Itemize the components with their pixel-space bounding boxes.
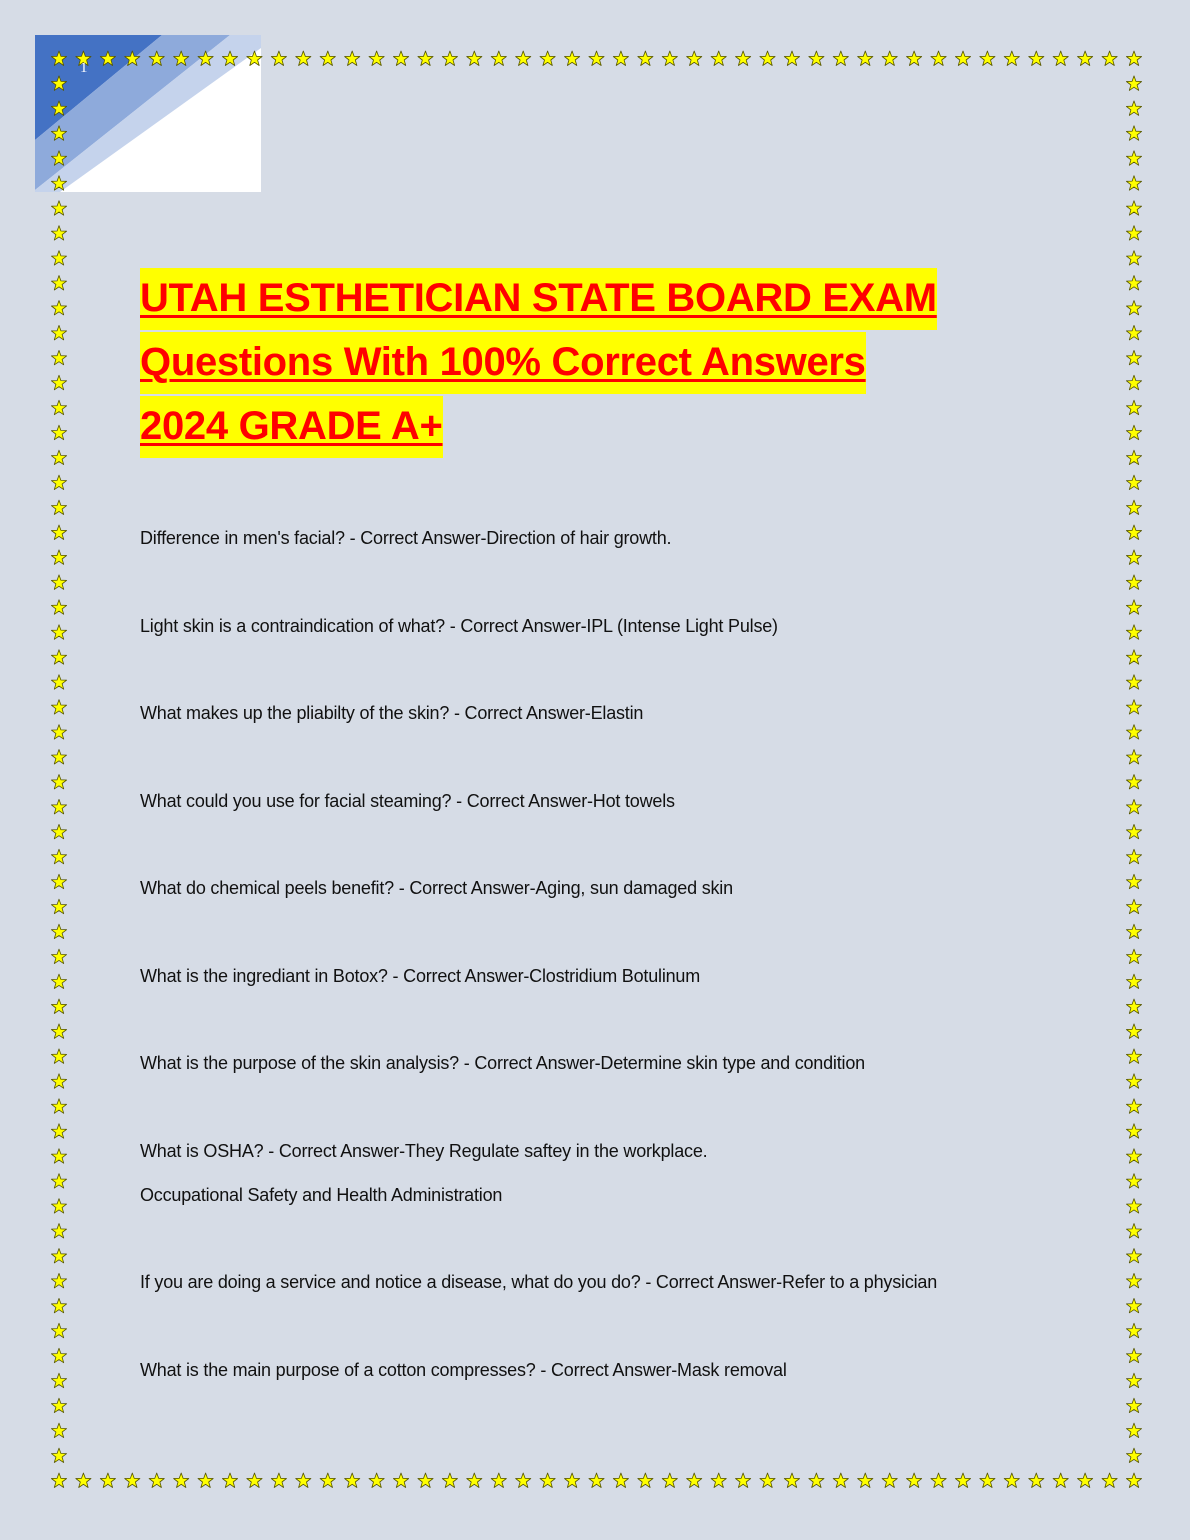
top-border-star: [589, 51, 604, 66]
left-border-star: [51, 750, 66, 765]
right-border-star: [1126, 525, 1141, 540]
qa-item-2: Light skin is a contraindication of what? - Correct Answer-IPL (Intense Light Pulse): [140, 616, 778, 636]
bottom-border-star: [711, 1473, 726, 1488]
left-border-star: [51, 450, 66, 464]
left-border-star: [51, 824, 66, 838]
bottom-border-star: [296, 1473, 311, 1488]
bottom-border-star: [760, 1473, 775, 1488]
bottom-border-star: [516, 1473, 531, 1488]
left-border-star: [51, 874, 66, 888]
top-border-star: [1029, 51, 1044, 66]
qa-item-7: What is the purpose of the skin analysis? - Correct Answer-Determine skin type and condition: [140, 1053, 865, 1073]
top-border-star: [393, 51, 408, 66]
right-border-star: [1126, 375, 1141, 390]
bottom-border-star: [687, 1473, 702, 1488]
left-border-star: [51, 425, 66, 440]
bottom-border-star: [100, 1473, 115, 1488]
top-border-star: [491, 51, 506, 66]
left-border-star: [51, 525, 66, 540]
left-border-star: [51, 799, 66, 814]
qa-item-6: What is the ingrediant in Botox? - Correct Answer-Clostridium Botulinum: [140, 966, 701, 986]
bottom-border-star: [418, 1473, 433, 1488]
right-border-star: [1126, 750, 1141, 765]
right-border-star: [1126, 974, 1141, 988]
qa-item-1: Difference in men's facial? - Correct Answer-Direction of hair growth.: [140, 528, 672, 548]
left-border-star: [51, 1024, 66, 1039]
top-border-star: [345, 51, 360, 66]
left-border-star: [51, 226, 66, 241]
left-border-star: [51, 325, 66, 340]
left-border-star: [51, 1099, 66, 1114]
bottom-border-star: [955, 1473, 970, 1488]
bottom-border-star: [784, 1473, 799, 1488]
top-border-star: [882, 51, 897, 66]
left-border-star: [51, 949, 66, 964]
top-border-star: [760, 51, 775, 66]
top-border-star: [955, 51, 970, 66]
top-border-star: [638, 51, 653, 66]
top-border-star: [784, 51, 799, 66]
right-border-star: [1126, 924, 1141, 938]
bottom-border-star: [638, 1473, 653, 1488]
bottom-border-star: [980, 1473, 995, 1488]
left-border-star: [51, 475, 66, 490]
right-border-star: [1126, 1174, 1141, 1189]
bottom-border-star: [662, 1473, 677, 1488]
top-border-star: [1102, 51, 1117, 66]
top-border-star: [467, 51, 482, 66]
right-border-star: [1126, 575, 1141, 590]
right-border-star: [1126, 824, 1141, 838]
right-border-star: [1126, 151, 1141, 166]
top-border-star: [833, 51, 848, 66]
right-border-star: [1126, 251, 1141, 266]
left-border-star: [51, 1373, 66, 1388]
right-border-star: [1126, 475, 1141, 490]
bottom-border-star: [125, 1473, 140, 1488]
left-border-star: [51, 650, 66, 665]
bottom-border-star: [393, 1473, 408, 1488]
bottom-border-star: [369, 1473, 384, 1488]
title-line-1: UTAH ESTHETICIAN STATE BOARD EXAM: [140, 268, 937, 330]
bottom-border-star: [833, 1473, 848, 1488]
top-border-star: [320, 51, 335, 66]
left-border-star: [51, 1273, 66, 1288]
right-border-star: [1126, 725, 1141, 740]
bottom-border-star: [247, 1473, 262, 1488]
left-border-star: [51, 700, 66, 715]
bottom-border-star: [565, 1473, 580, 1488]
left-border-star: [51, 899, 66, 914]
left-border-star: [51, 1323, 66, 1338]
left-border-star: [51, 1448, 66, 1462]
right-border-star: [1126, 1049, 1141, 1064]
right-border-star: [1126, 1149, 1141, 1164]
bottom-border-star: [149, 1473, 164, 1488]
top-border-star: [1078, 51, 1093, 66]
bottom-border-star: [1053, 1473, 1068, 1488]
title-line-3: 2024 GRADE A+: [140, 396, 443, 458]
bottom-border-star: [1029, 1473, 1044, 1488]
bottom-border-star: [540, 1473, 555, 1488]
right-border-star: [1126, 301, 1141, 315]
qa-item-8: What is OSHA? - Correct Answer-They Regulate saftey in the workplace.: [140, 1141, 708, 1161]
right-border-star: [1126, 101, 1141, 116]
left-border-star: [51, 550, 66, 565]
top-border-star: [711, 51, 726, 66]
top-border-star: [858, 51, 873, 66]
right-border-star: [1126, 1448, 1141, 1462]
right-border-star: [1126, 400, 1141, 414]
page-number: 1: [80, 60, 88, 76]
left-border-star: [51, 375, 66, 390]
left-border-star: [51, 999, 66, 1014]
right-border-star: [1126, 1099, 1141, 1114]
document-title: [140, 268, 1040, 460]
top-border-star: [565, 51, 580, 66]
qa-item-5: What do chemical peels benefit? - Correct Answer-Aging, sun damaged skin: [140, 878, 733, 898]
right-border-star: [1126, 1348, 1141, 1362]
qa-item-10: What is the main purpose of a cotton compresses? - Correct Answer-Mask removal: [140, 1360, 787, 1380]
right-border-star: [1126, 276, 1141, 291]
right-border-star: [1126, 1298, 1141, 1312]
left-border-star: [51, 725, 66, 740]
right-border-star: [1126, 775, 1141, 789]
left-border-star: [51, 675, 66, 690]
right-border-star: [1126, 849, 1141, 864]
left-border-star: [51, 201, 66, 216]
left-border-star: [51, 500, 66, 514]
bottom-border-star: [613, 1473, 628, 1488]
bottom-border-star: [931, 1473, 946, 1488]
bottom-border-star: [271, 1473, 286, 1488]
title-line-2: Questions With 100% Correct Answers: [140, 332, 866, 394]
bottom-border-star: [345, 1473, 360, 1488]
right-border-star: [1126, 625, 1141, 640]
left-border-star: [51, 350, 66, 364]
bottom-border-star: [736, 1473, 751, 1488]
bottom-border-star: [882, 1473, 897, 1488]
right-border-star: [1126, 1423, 1141, 1438]
left-border-star: [51, 400, 66, 414]
left-border-star: [51, 1398, 66, 1412]
top-border-star: [613, 51, 628, 66]
top-border-star: [271, 51, 286, 66]
right-border-star: [1126, 176, 1141, 191]
right-border-star: [1126, 799, 1141, 814]
right-border-star: [1126, 1249, 1141, 1263]
bottom-border-star: [907, 1473, 922, 1488]
qa-item-4: What could you use for facial steaming? - Correct Answer-Hot towels: [140, 791, 675, 811]
right-border-star: [1126, 226, 1141, 241]
qa-item-3: What makes up the pliabilty of the skin? - Correct Answer-Elastin: [140, 703, 644, 723]
right-border-star: [1126, 450, 1141, 464]
top-border-star: [296, 51, 311, 66]
bottom-border-star: [1126, 1473, 1141, 1488]
right-border-star: [1126, 76, 1141, 91]
top-border-star: [540, 51, 555, 66]
left-border-star: [51, 1298, 66, 1312]
qa-item-9: If you are doing a service and notice a disease, what do you do? - Correct Answer-Refer to a physician: [140, 1272, 938, 1292]
left-border-star: [51, 625, 66, 640]
bottom-border-star: [467, 1473, 482, 1488]
bottom-border-star: [491, 1473, 506, 1488]
right-border-star: [1126, 675, 1141, 690]
right-border-star: [1126, 999, 1141, 1014]
left-border-star: [51, 1174, 66, 1189]
right-border-star: [1126, 325, 1141, 340]
top-border-star: [809, 51, 824, 66]
left-border-star: [51, 974, 66, 988]
bottom-border-star: [809, 1473, 824, 1488]
left-border-star: [51, 301, 66, 315]
right-border-star: [1126, 949, 1141, 964]
right-border-star: [1126, 1024, 1141, 1039]
top-border-star: [1126, 51, 1141, 66]
top-border-star: [687, 51, 702, 66]
top-border-star: [980, 51, 995, 66]
bottom-border-star: [174, 1473, 189, 1488]
top-border-star: [1053, 51, 1068, 66]
right-border-star: [1126, 1373, 1141, 1388]
left-border-star: [51, 1049, 66, 1064]
bottom-border-star: [1102, 1473, 1117, 1488]
bottom-border-star: [51, 1473, 66, 1488]
right-border-star: [1126, 874, 1141, 888]
bottom-border-star: [198, 1473, 213, 1488]
left-border-star: [51, 1074, 66, 1089]
right-border-star: [1126, 650, 1141, 665]
left-border-star: [51, 1249, 66, 1263]
top-border-star: [931, 51, 946, 66]
right-border-star: [1126, 550, 1141, 565]
bottom-border-star: [589, 1473, 604, 1488]
left-border-star: [51, 600, 66, 615]
left-border-star: [51, 1224, 66, 1239]
right-border-star: [1126, 425, 1141, 440]
bottom-border-star: [442, 1473, 457, 1488]
right-border-star: [1126, 350, 1141, 364]
right-border-star: [1126, 1273, 1141, 1288]
bottom-border-star: [222, 1473, 237, 1488]
right-border-star: [1126, 1323, 1141, 1338]
bottom-border-star: [320, 1473, 335, 1488]
right-border-star: [1126, 1124, 1141, 1139]
top-border-star: [907, 51, 922, 66]
right-border-star: [1126, 1199, 1141, 1214]
top-border-star: [1004, 51, 1019, 66]
bottom-border-star: [858, 1473, 873, 1488]
top-border-star: [369, 51, 384, 66]
bottom-border-star: [1078, 1473, 1093, 1488]
right-border-star: [1126, 1224, 1141, 1239]
top-border-star: [418, 51, 433, 66]
bottom-border-star: [76, 1473, 91, 1488]
left-border-star: [51, 849, 66, 864]
top-border-star: [736, 51, 751, 66]
left-border-star: [51, 1149, 66, 1164]
bottom-border-star: [1004, 1473, 1019, 1488]
right-border-star: [1126, 500, 1141, 514]
left-border-star: [51, 775, 66, 789]
left-border-star: [51, 1348, 66, 1362]
right-border-star: [1126, 126, 1141, 141]
top-border-star: [516, 51, 531, 66]
qa-item-8-continued: Occupational Safety and Health Administration: [140, 1185, 503, 1205]
left-border-star: [51, 1124, 66, 1139]
right-border-star: [1126, 1074, 1141, 1089]
left-border-star: [51, 1423, 66, 1438]
top-border-star: [442, 51, 457, 66]
left-border-star: [51, 1199, 66, 1214]
right-border-star: [1126, 1398, 1141, 1412]
right-border-star: [1126, 899, 1141, 914]
left-border-star: [51, 251, 66, 266]
right-border-star: [1126, 201, 1141, 216]
top-border-star: [662, 51, 677, 66]
left-border-star: [51, 575, 66, 590]
right-border-star: [1126, 700, 1141, 715]
right-border-star: [1126, 600, 1141, 615]
left-border-star: [51, 924, 66, 938]
left-border-star: [51, 276, 66, 291]
